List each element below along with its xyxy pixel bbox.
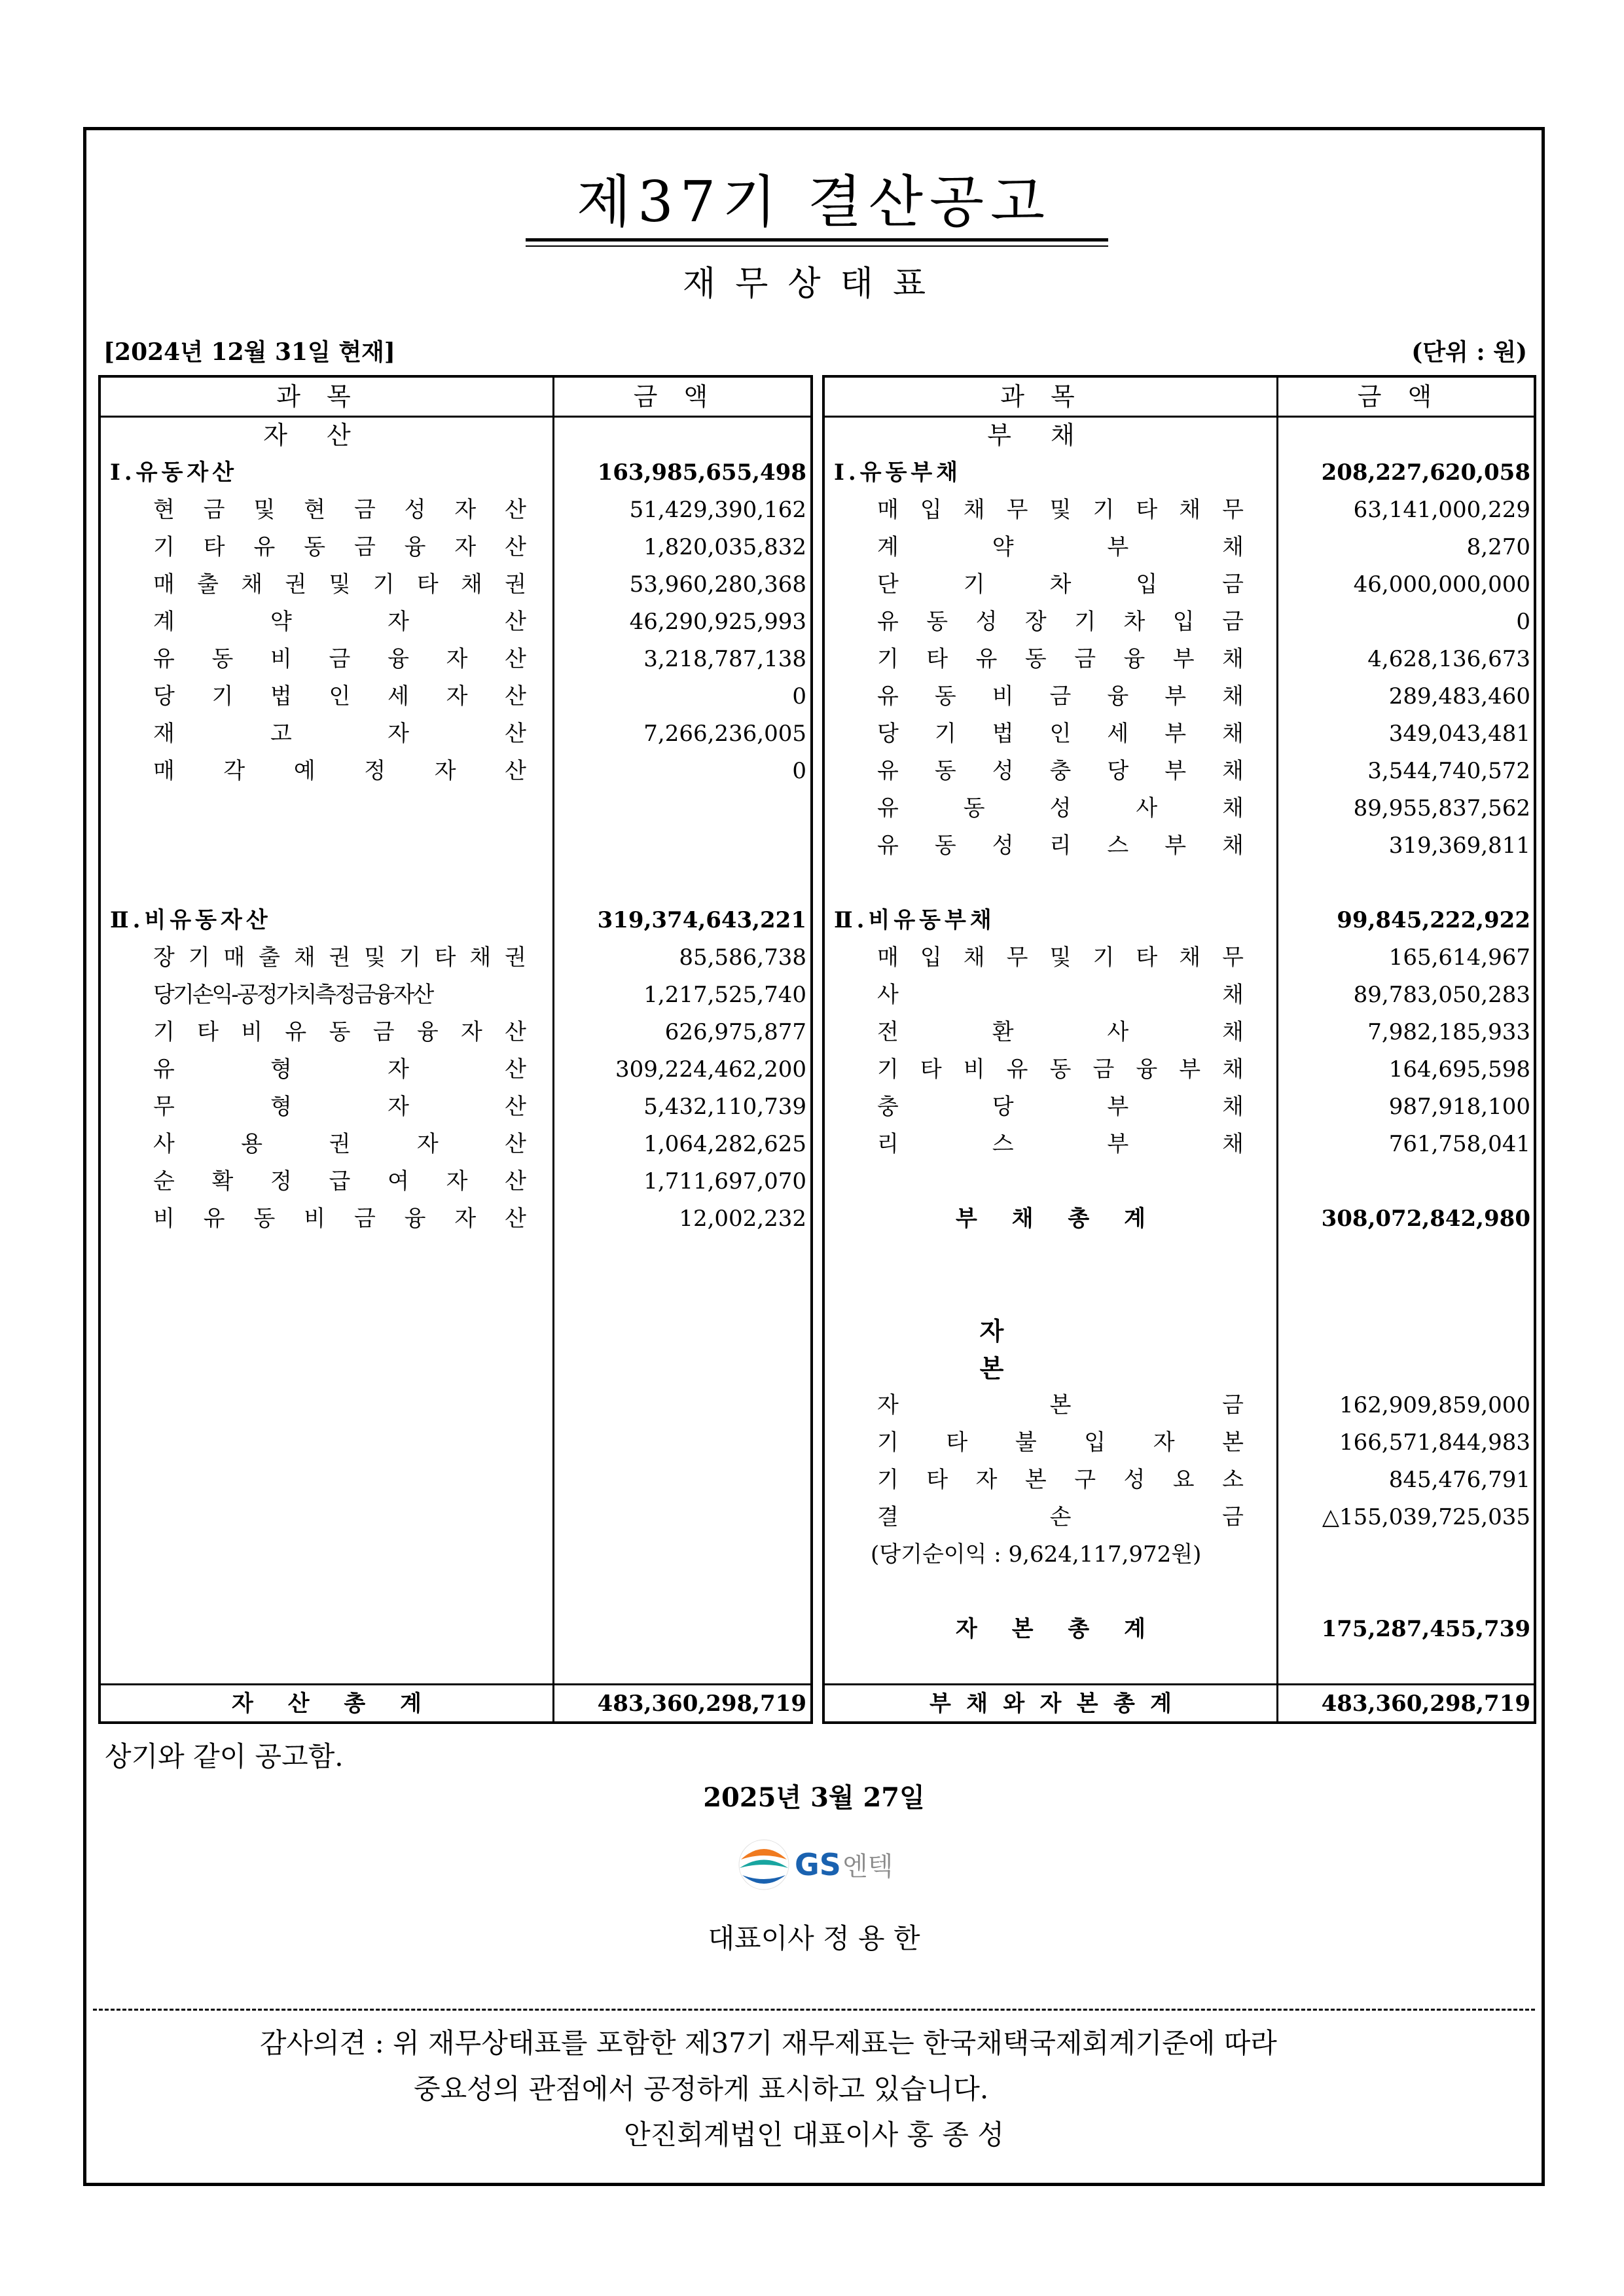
item-name: 매 입 채 무 및 기 타 채 무 (877, 944, 1244, 971)
auditor-signature: 안진회계법인 대표이사 홍 종 성 (624, 2119, 1004, 2151)
liab-equity-total-amount: 483,360,298,719 (1321, 1691, 1530, 1717)
liab-equity-total-row (825, 1685, 1537, 1723)
item-name: 리 스 부 채 (877, 1131, 1244, 1157)
item-name: 기 타 비 유 동 금 융 부 채 (877, 1056, 1244, 1083)
subject-header: 과목 (276, 382, 377, 411)
item-name: 순 확 정 급 여 자 산 (153, 1168, 526, 1194)
item-name: 기 타 비 유 동 금 융 자 산 (153, 1019, 526, 1045)
item-name: 자 본 금 (877, 1392, 1244, 1418)
item-amount: 7,266,236,005 (643, 721, 806, 747)
item-amount: 165,614,967 (1388, 944, 1530, 971)
assets-section-label: 자산 (263, 421, 390, 450)
item-amount: 162,909,859,000 (1339, 1392, 1530, 1418)
item-name: 유 동 성 장 기 차 입 금 (877, 609, 1244, 635)
item-amount: 0 (792, 683, 806, 709)
table-row (101, 566, 813, 603)
item-name: 계 약 부 채 (877, 534, 1244, 560)
ceo-signature: 대표이사 정 용 한 (708, 1922, 920, 1954)
table-row (825, 977, 1537, 1014)
dashed-divider (93, 2009, 1535, 2011)
item-name: 당 기 법 인 세 부 채 (877, 721, 1244, 747)
table-row (101, 1163, 813, 1200)
item-name: 사 채 (877, 982, 1244, 1008)
subtotal-row (825, 454, 1537, 492)
table-row (825, 529, 1537, 566)
table-row (825, 1051, 1537, 1088)
unit-label: (단위 : 원) (1411, 338, 1527, 366)
table-row (101, 492, 813, 529)
amount-header: 금액 (1357, 382, 1458, 411)
item-amount: 5,432,110,739 (643, 1094, 806, 1120)
item-name: 비 유 동 비 금 융 자 산 (153, 1206, 526, 1232)
item-name: Ⅰ.유동자산 (110, 459, 238, 486)
gs-entec-logo (734, 1832, 905, 1897)
table-row (825, 603, 1537, 641)
item-name: 현 금 및 현 금 성 자 산 (153, 497, 526, 523)
item-name: 사 용 권 자 산 (153, 1131, 526, 1157)
item-name: 유 동 성 리 스 부 채 (877, 833, 1244, 859)
item-amount: 349,043,481 (1388, 721, 1530, 747)
item-amount: 89,955,837,562 (1353, 795, 1530, 821)
item-name: (당기순이익 : 9,624,117,972원) (871, 1541, 1202, 1568)
item-amount: 761,758,041 (1388, 1131, 1530, 1157)
item-amount: 63,141,000,229 (1353, 497, 1530, 523)
table-row (101, 753, 813, 790)
liab-equity-total-label: 부 채 와 자 본 총 계 (929, 1691, 1172, 1717)
table-row (101, 1126, 813, 1163)
item-amount: 4,628,136,673 (1367, 646, 1530, 672)
item-amount: 626,975,877 (664, 1019, 806, 1045)
item-name: 기 타 자 본 구 성 요 소 (877, 1467, 1244, 1493)
net-income-note (825, 1536, 1537, 1573)
liabilities-equity-table (822, 375, 1536, 1724)
svg-text:GS: GS (795, 1847, 841, 1882)
table-row (825, 1088, 1537, 1126)
equity-total-row (825, 1611, 1537, 1648)
table-row (825, 715, 1537, 753)
item-amount: 3,544,740,572 (1367, 758, 1530, 784)
item-amount: 7,982,185,933 (1367, 1019, 1530, 1045)
item-amount: 845,476,791 (1388, 1467, 1530, 1493)
item-amount: 1,820,035,832 (643, 534, 806, 560)
table-row (101, 1051, 813, 1088)
item-amount: 12,002,232 (679, 1206, 806, 1232)
item-name: 기 타 불 입 자 본 (877, 1429, 1244, 1456)
table-row (825, 1387, 1537, 1424)
item-amount: 1,064,282,625 (643, 1131, 806, 1157)
table-row (101, 1088, 813, 1126)
table-row (825, 1424, 1537, 1462)
liabilities-total-amount: 308,072,842,980 (1321, 1206, 1530, 1232)
equity-total-label: 자 본 총 계 (956, 1616, 1146, 1642)
item-amount: 3,218,787,138 (643, 646, 806, 672)
table-row (825, 1014, 1537, 1051)
item-amount: 1,711,697,070 (643, 1168, 806, 1194)
item-amount: 319,374,643,221 (597, 907, 806, 933)
svg-text:엔텍: 엔텍 (842, 1852, 893, 1882)
item-amount: 8,270 (1466, 534, 1530, 560)
table-row (101, 641, 813, 678)
item-amount: 1,217,525,740 (643, 982, 806, 1008)
liabilities-total-label: 부 채 총 계 (956, 1206, 1146, 1232)
notice-text: 상기와 같이 공고함. (105, 1740, 344, 1772)
table-row (825, 939, 1537, 977)
table-row (825, 566, 1537, 603)
item-name: 유 형 자 산 (153, 1056, 526, 1083)
table-row (825, 678, 1537, 715)
table-row (825, 1499, 1537, 1536)
table-row (101, 678, 813, 715)
table-row (101, 977, 813, 1014)
notice-date: 2025년 3월 27일 (703, 1782, 925, 1813)
page-title: 제37기 결산공고 (576, 170, 1052, 235)
item-name: 계 약 자 산 (153, 609, 526, 635)
item-amount: 208,227,620,058 (1321, 459, 1530, 486)
audit-opinion-line1: 감사의견 : 위 재무상태표를 포함한 제37기 재무제표는 한국채택국제회계기준에 따라 (260, 2027, 1277, 2059)
item-name: 장 기 매 출 채 권 및 기 타 채 권 (153, 944, 526, 971)
subject-header: 과목 (1000, 382, 1101, 411)
item-amount: 85,586,738 (679, 944, 806, 971)
assets-total-label: 자 산 총 계 (232, 1691, 422, 1717)
liabilities-section-label: 부채 (987, 421, 1114, 450)
item-name: 유 동 비 금 융 자 산 (153, 646, 526, 672)
item-name: 매 출 채 권 및 기 타 채 권 (153, 571, 526, 598)
item-name: 유 동 비 금 융 부 채 (877, 683, 1244, 709)
item-name: 기 타 유 동 금 융 자 산 (153, 534, 526, 560)
equity-section-label: 자본 (979, 1316, 1122, 1383)
item-amount: 53,960,280,368 (629, 571, 806, 598)
table-row (101, 1200, 813, 1238)
statement-subtitle: 재무상태표 (682, 264, 946, 304)
item-name: 결 손 금 (877, 1504, 1244, 1530)
item-amount: 319,369,811 (1388, 833, 1530, 859)
assets-total-row (101, 1685, 813, 1723)
table-row (825, 641, 1537, 678)
title-underline-thin (526, 245, 1108, 247)
amount-header: 금액 (633, 382, 734, 411)
item-name: 전 환 사 채 (877, 1019, 1244, 1045)
table-row (101, 603, 813, 641)
item-name: Ⅱ.비유동부채 (834, 907, 996, 933)
item-name: Ⅱ.비유동자산 (110, 907, 272, 933)
assets-total-amount: 483,360,298,719 (597, 1691, 806, 1717)
subtotal-row (825, 902, 1537, 939)
equity-total-amount: 175,287,455,739 (1321, 1616, 1530, 1642)
table-row (101, 529, 813, 566)
item-amount: 0 (1516, 609, 1530, 635)
item-name: 무 형 자 산 (153, 1094, 526, 1120)
item-amount: 289,483,460 (1388, 683, 1530, 709)
item-amount: 164,695,598 (1388, 1056, 1530, 1083)
item-name: 당기손익-공정가치측정금융자산 (153, 982, 433, 1008)
table-row (825, 827, 1537, 865)
item-amount: 46,000,000,000 (1353, 571, 1530, 598)
table-row (101, 1014, 813, 1051)
item-name: Ⅰ.유동부채 (834, 459, 962, 486)
liabilities-total-row (825, 1200, 1537, 1238)
item-name: 단 기 차 입 금 (877, 571, 1244, 598)
table-row (825, 790, 1537, 827)
table-row (101, 939, 813, 977)
item-amount: 51,429,390,162 (629, 497, 806, 523)
item-name: 유 동 성 사 채 (877, 795, 1244, 821)
item-name: 기 타 유 동 금 융 부 채 (877, 646, 1244, 672)
item-amount: 46,290,925,993 (629, 609, 806, 635)
item-amount: 166,571,844,983 (1339, 1429, 1530, 1456)
title-underline (526, 238, 1108, 242)
item-name: 유 동 성 충 당 부 채 (877, 758, 1244, 784)
item-amount: 309,224,462,200 (615, 1056, 806, 1083)
audit-opinion-line2: 중요성의 관점에서 공정하게 표시하고 있습니다. (414, 2073, 989, 2105)
item-name: 당 기 법 인 세 자 산 (153, 683, 526, 709)
assets-table (98, 375, 813, 1724)
table-row (825, 1462, 1537, 1499)
table-row (825, 1126, 1537, 1163)
table-row (825, 492, 1537, 529)
as-of-date: [2024년 12월 31일 현재] (103, 338, 395, 366)
table-row (825, 753, 1537, 790)
notice-frame (83, 127, 1545, 2186)
table-row (101, 715, 813, 753)
item-name: 매 각 예 정 자 산 (153, 758, 526, 784)
item-amount: 0 (792, 758, 806, 784)
item-name: 매 입 채 무 및 기 타 채 무 (877, 497, 1244, 523)
subtotal-row (101, 902, 813, 939)
subtotal-row (101, 454, 813, 492)
item-amount: 163,985,655,498 (597, 459, 806, 486)
item-name: 충 당 부 채 (877, 1094, 1244, 1120)
item-amount: 89,783,050,283 (1353, 982, 1530, 1008)
item-amount: 987,918,100 (1388, 1094, 1530, 1120)
item-amount: △155,039,725,035 (1322, 1504, 1530, 1530)
item-amount: 99,845,222,922 (1337, 907, 1530, 933)
item-name: 재 고 자 산 (153, 721, 526, 747)
